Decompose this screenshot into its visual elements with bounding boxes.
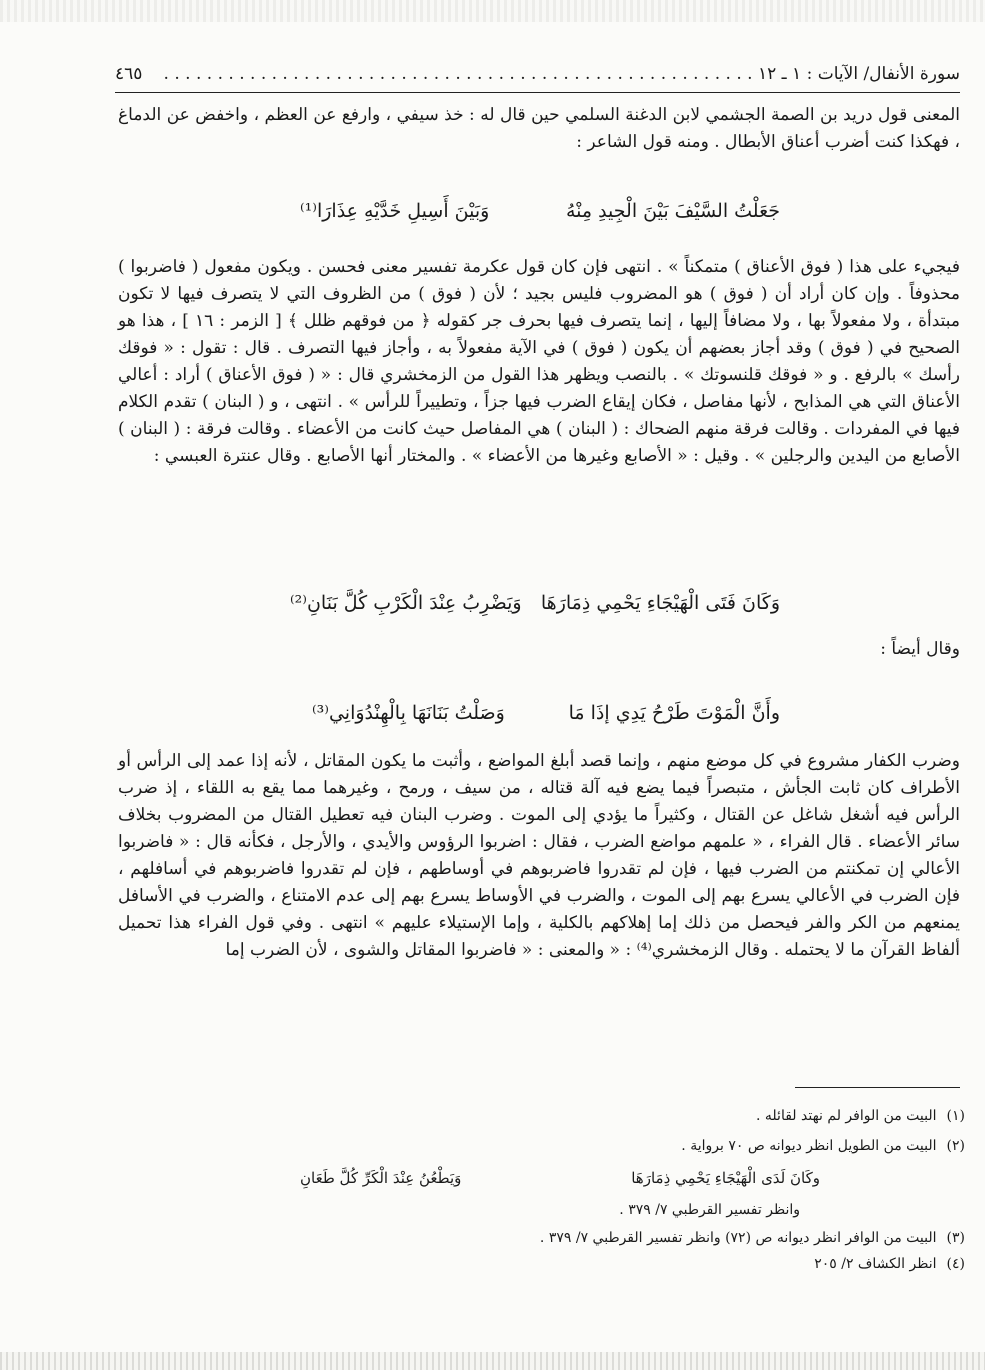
footnote-4-text: انظر الكشاف ٢/ ٢٠٥ xyxy=(814,1256,937,1272)
verse-2-first-hemistich: وَكَانَ فَتَى الْهَيْجَاءِ يَحْمِي ذِمَارَهَا xyxy=(540,592,780,614)
footnote-2-text: البيت من الطويل انظر ديوانه ص ٧٠ برواية . xyxy=(681,1138,937,1154)
footnote-2-verse-first: وكَانَ لَدَى الْهَيْجَاءِ يَحْمِي ذِمَارَهَا xyxy=(631,1169,820,1187)
footnote-3-text: البيت من الوافر انظر ديوانه ص (٧٢) وانظر تفسير القرطبي ٧/ ٣٧٩ . xyxy=(539,1230,937,1246)
verse-2 xyxy=(290,592,780,622)
verse-3 xyxy=(312,702,780,732)
header-rule xyxy=(115,92,960,93)
paragraph-2: فيجيء على هذا ( فوق الأعناق ) متمكناً » . انتهى فإن كان قول عكرمة تفسير معنى فحسن . ويكون مفعول ( فاضربوا ) محذوفاً . وإن كان أراد أن ( فوق ) هو المضروب فليس بجيد ؛ لأن ( فوق ) من الظروف التي لا يتصرف فيها لا تكون مبتدأة ، ولا مفعولاً بها ، ولا مضافاً إليها ، إنما يتصرف فيها بحرف جر كقوله ﴿ من فوقهم ظلل ﴾ [ الزمر : ١٦ ] ، هذا هو الصحيح في ( فوق ) وقد أجاز بعضهم أن يكون ( فوق ) في الآية مفعولاً به ، وأجاز فيها التصرف . قال : تقول : « فوقك رأسك » بالرفع . و « فوقك قلنسوتك » . بالنصب ويظهر هذا القول من الزمخشري قال : « ( فوق الأعناق ) أراد : أعالي الأعناق التي هي المذابح ، لأنها مفاصل ، فكان إيقاع الضرب فيها جزاً ، وتطييراً للرأس » . انتهى ، و ( البنان ) تقدم الكلام فيها في المفردات . وقالت فرقة منهم الضحاك : ( البنان ) هي المفاصل حيث كانت من الأعضاء . وقالت فرقة : ( البنان ) الأصابع من اليدين والرجلين » . وقيل : « الأصابع وغيرها من الأعضاء » . والمختار أنها الأصابع . وقال عنترة العبسي : xyxy=(118,257,960,466)
footnote-2-verse xyxy=(300,1168,820,1190)
verse-2-second-hemistich: وَيَضْرِبُ عِنْدَ الْكَرْبِ كُلَّ بَنَانِ⁽²⁾ xyxy=(290,592,522,614)
verse-1-first-hemistich: جَعَلْتُ السَّيْفَ بَيْنَ الْجِيدِ مِنْهُ xyxy=(565,200,780,222)
page-number: ٤٦٥ xyxy=(115,64,143,84)
footnote-2-reference: وانظر تفسير القرطبي ٧/ ٣٧٩ . xyxy=(619,1202,800,1218)
footnote-3 xyxy=(540,1228,965,1248)
footnote-3-number: (٣) xyxy=(946,1230,965,1246)
paragraph-3: وقال أيضاً : xyxy=(880,639,960,659)
footnote-4 xyxy=(814,1254,965,1274)
header-title: سورة الأنفال/ الآيات : ١ ـ ١٢ . . . . . . . . . . . . . . . . . . . . . . . . . . . . . . . . . . . . . . . . . . . . . . . . . . . . . . . xyxy=(163,64,960,84)
running-header xyxy=(115,62,960,94)
scan-edge-top xyxy=(0,0,985,22)
scan-edge-bottom xyxy=(0,1352,985,1370)
footnote-1-number: (١) xyxy=(946,1108,965,1124)
verse-3-first-hemistich: وأَنَّ الْمَوْتَ طَرْحُ يَدِي إذَا مَا xyxy=(568,702,780,724)
verse-1-second-hemistich: وَبَيْنَ أَسِيلِ خَدَّيْهِ عِذَارَا⁽¹⁾ xyxy=(300,200,490,222)
footnote-4-number: (٤) xyxy=(946,1256,965,1272)
footnote-rule xyxy=(795,1087,960,1088)
footnote-1-text: البيت من الوافر لم نهتد لقائله . xyxy=(756,1108,937,1124)
paragraph-4: وضرب الكفار مشروع في كل موضع منهم ، وإنما قصد أبلغ المواضع ، وأثبت ما يكون المقاتل ، لأنه إذا عمد إلى الرأس أو الأطراف كان ثابت الجأش ، متبصراً فيما يضع فيه آلة قتاله ، من سيف ، ورمح ، وغيرهما مما يقع به اللقاء ، إذ ضرب الرأس فيه أشغل شاغل عن القتال ، وكثيراً ما يؤدي إلى الموت . وضرب البنان فيه تعطيل القتال من المضروب بخلاف سائر الأعضاء . قال الفراء ، « علمهم مواضع الضرب ، فقال : اضربوا الرؤوس والأيدي ، والأرجل ، فكأنه قال : « فاضربوا الأعالي إن تمكنتم من الضرب فيها ، فإن لم تقدروا فاضربوهم في أوساطهم ، فإن لم تقدروا فاضربوهم في أسافلهم ، فإن الضرب في الأعالي يسرع بهم إلى الموت ، والضرب في الأوساط يسرع بهم إلى عدم الامتناع ، والضرب في الأسافل يمنعهم من الكر والفر فيحصل من ذلك إما إهلاكهم بالكلية ، وإما الإستيلاء عليهم » انتهى . وفي قول الفراء هذا تحميل ألفاظ القرآن ما لا يحتمله . وقال الزمخشري⁽⁴⁾ : « والمعنى : « فاضربوا المقاتل والشوى ، لأن الضرب إما xyxy=(118,751,960,960)
footnote-2-number: (٢) xyxy=(946,1138,965,1154)
footnote-2 xyxy=(681,1136,965,1156)
footnote-2-verse-second: وَيَطْعُنُ عِنْدَ الْكَرِّ كُلَّ طَعَانِ xyxy=(300,1169,462,1187)
footnote-1 xyxy=(756,1106,965,1126)
verse-1 xyxy=(300,200,780,230)
verse-3-second-hemistich: وَصَلْتُ بَنَانَهَا بِالْهِنْدُوَانِي⁽³⁾ xyxy=(312,702,505,724)
paragraph-1: المعنى قول دريد بن الصمة الجشمي لابن الدغنة السلمي حين قال له : خذ سيفي ، وارفع عن العظم ، واخفض عن الدماغ ، فهكذا كنت أضرب أعناق الأبطال . ومنه قول الشاعر : xyxy=(118,105,960,152)
